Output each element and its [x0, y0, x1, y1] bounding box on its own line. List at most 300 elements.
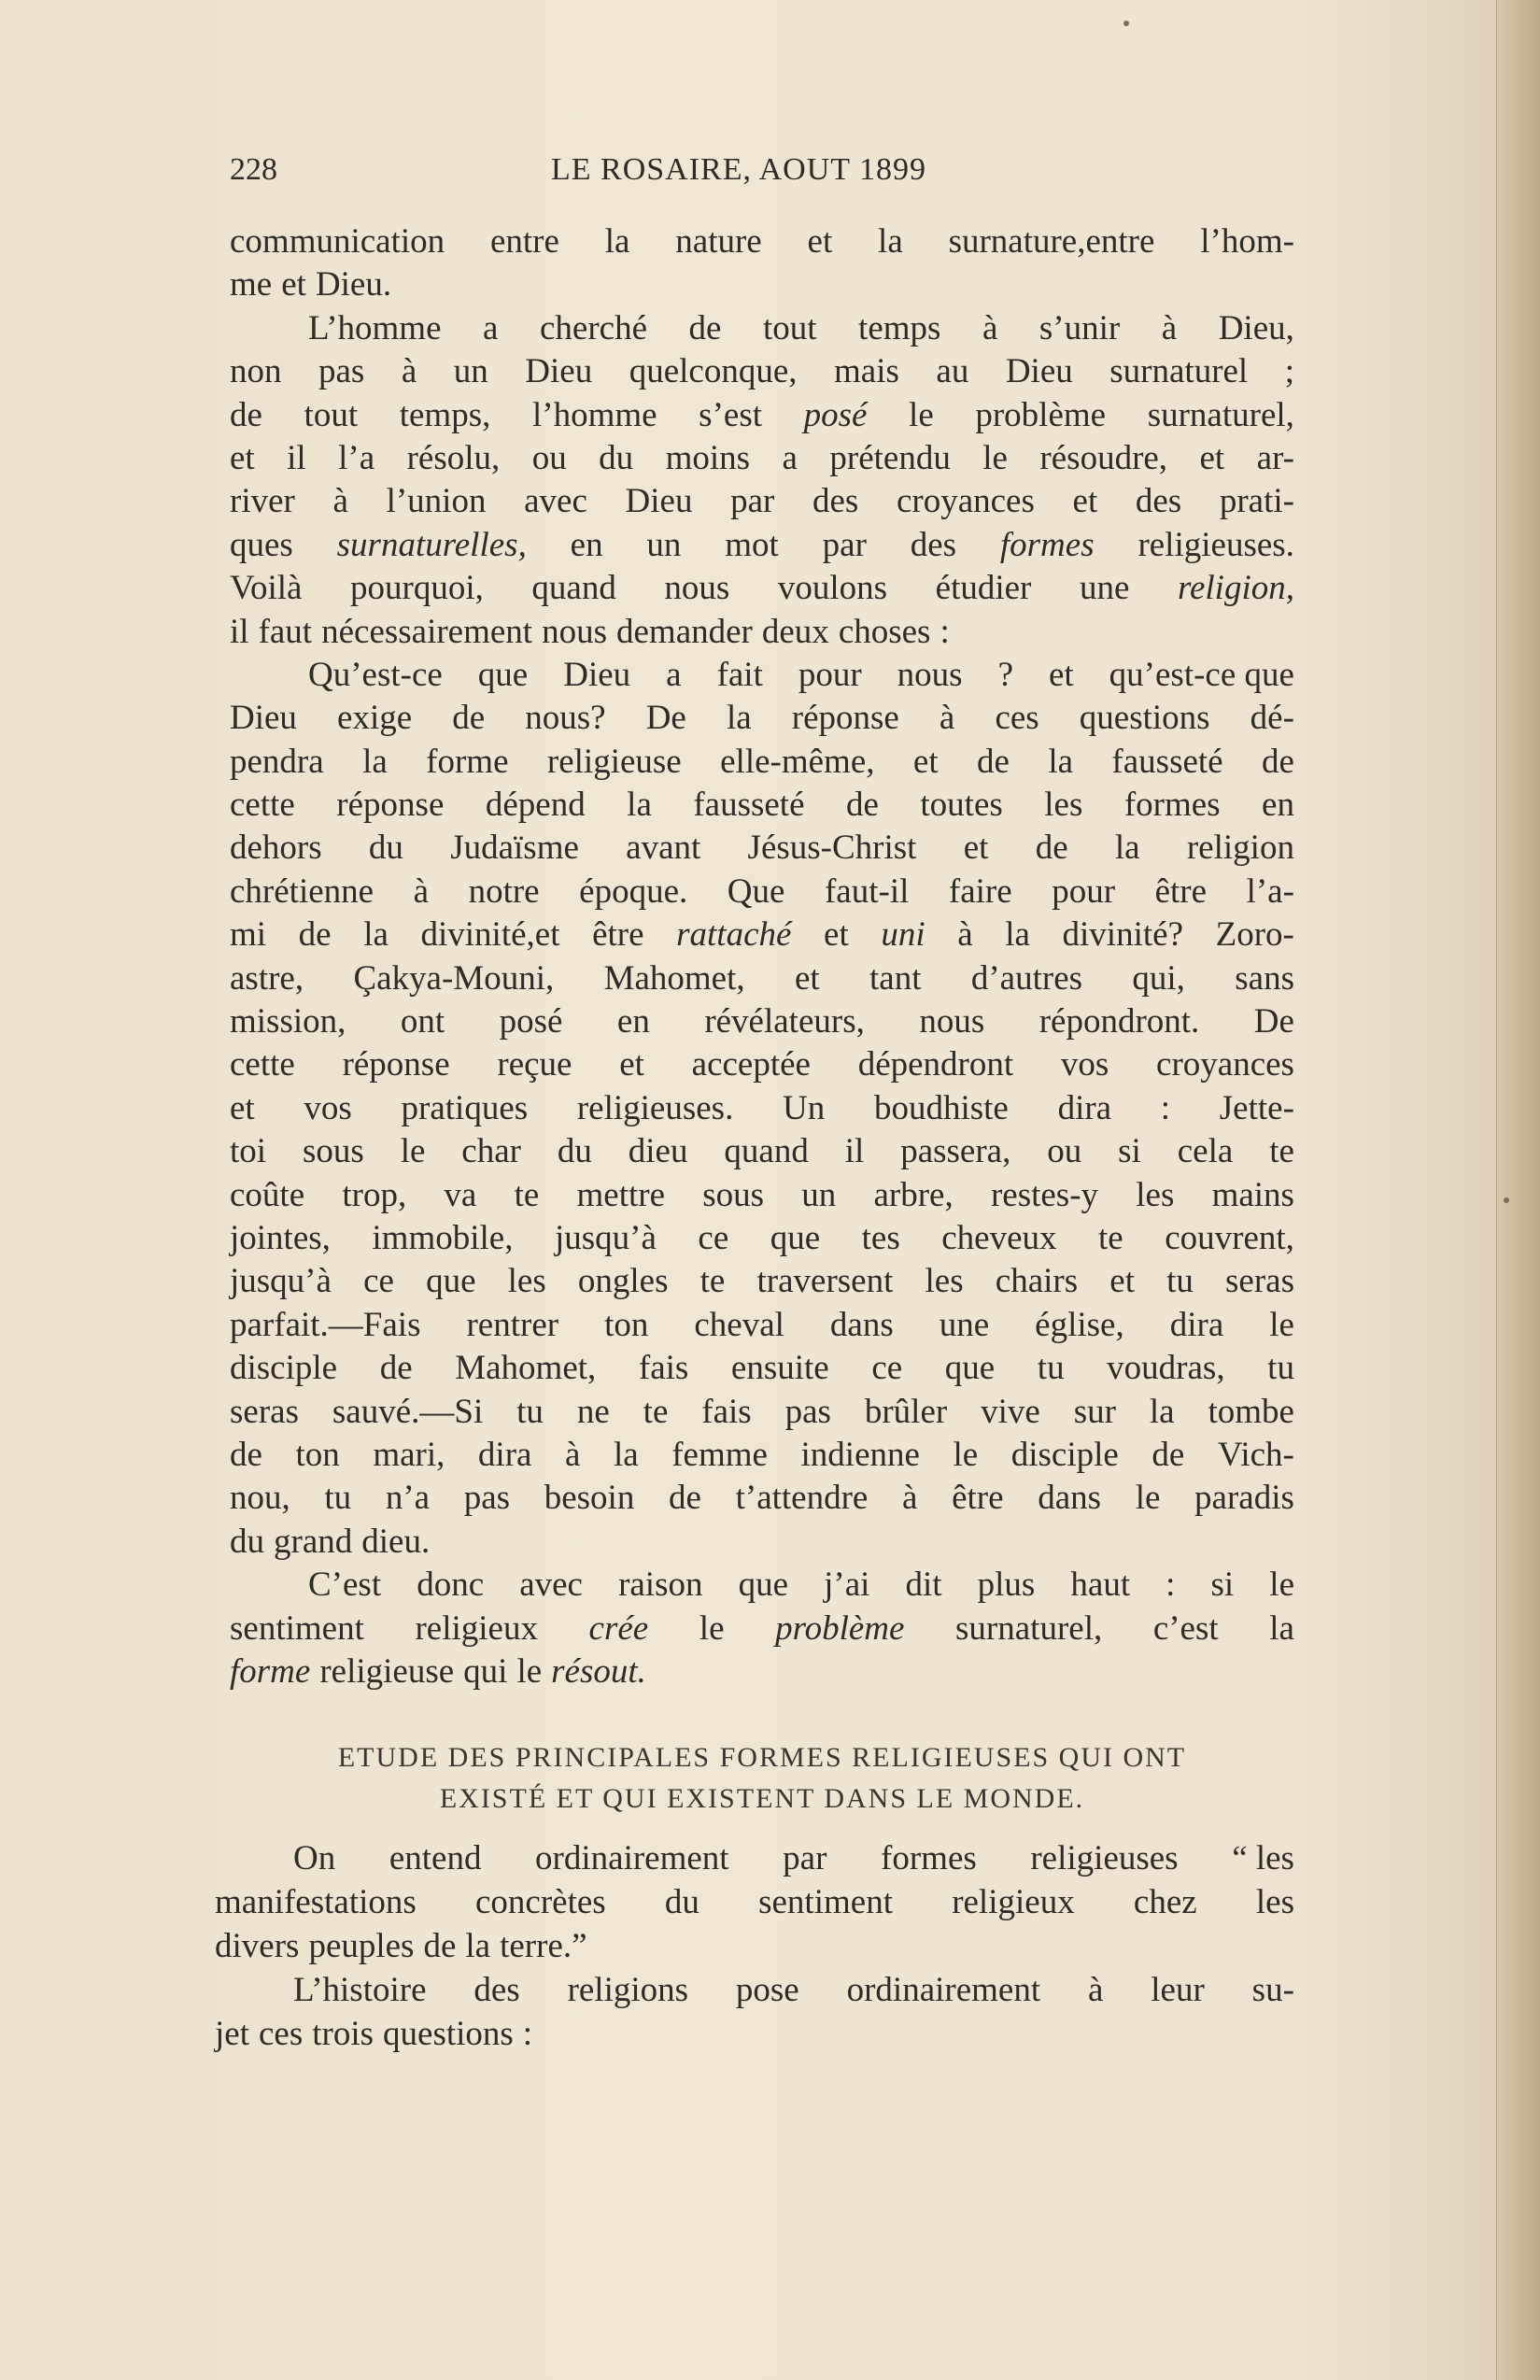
word: Dieu	[525, 352, 593, 391]
word: river	[230, 482, 295, 521]
print-speck	[1504, 1197, 1509, 1203]
word: sous	[302, 1132, 364, 1171]
word: besoin	[544, 1479, 635, 1518]
word: nous	[919, 1002, 985, 1041]
word: surnaturel,	[1147, 395, 1294, 434]
word: et	[1072, 482, 1098, 521]
word: surnaturel,	[955, 1608, 1103, 1648]
word: du	[664, 1883, 699, 1921]
word: disciple	[230, 1349, 338, 1388]
word: boudhiste	[873, 1088, 1009, 1127]
word: vos	[1060, 1045, 1109, 1084]
word: par	[730, 482, 775, 521]
word: Voilà	[230, 569, 303, 608]
word: cheval	[694, 1305, 784, 1344]
word: a	[483, 308, 499, 347]
italic-word: résout.	[551, 1651, 646, 1691]
word: des	[812, 482, 859, 521]
text-line	[230, 654, 1294, 697]
word: de	[1035, 829, 1068, 868]
word: ordinairement	[535, 1839, 729, 1877]
text-line	[230, 697, 1294, 740]
word: les	[1044, 786, 1083, 825]
word: prati-	[1219, 482, 1294, 521]
word: de	[452, 699, 486, 738]
word: et	[619, 1045, 644, 1084]
word: religions	[567, 1971, 689, 2009]
word: manifestations	[215, 1883, 417, 1921]
word: reçue	[497, 1045, 572, 1084]
text-line	[230, 741, 1294, 784]
word: ne	[576, 1392, 610, 1431]
word: être	[952, 1479, 1004, 1518]
word: peuples	[308, 1927, 415, 1965]
word: a	[782, 438, 798, 477]
word: jointes,	[230, 1218, 331, 1257]
word: et	[824, 915, 849, 955]
word: pratiques	[401, 1088, 529, 1127]
word: résolu,	[406, 438, 501, 477]
word: en	[1262, 786, 1294, 825]
word: cheveux	[941, 1218, 1057, 1257]
word: prétendu	[829, 438, 951, 477]
word: il	[844, 1132, 865, 1171]
text-line	[230, 480, 1294, 523]
paragraph	[215, 1836, 1294, 1968]
word: paradis	[1194, 1479, 1294, 1518]
word: les	[1255, 1883, 1294, 1921]
word: femme	[671, 1435, 768, 1474]
word: si	[1118, 1132, 1141, 1171]
text-line	[230, 1434, 1294, 1477]
word: du	[230, 1522, 264, 1561]
word: à	[902, 1479, 918, 1518]
word: dépendront	[857, 1045, 1014, 1084]
word: raison	[618, 1565, 703, 1605]
word: de	[845, 786, 879, 825]
word: religieux	[415, 1608, 538, 1648]
word: C’est	[308, 1565, 382, 1605]
word: Dieu	[1005, 352, 1073, 391]
word: les	[1136, 1175, 1175, 1214]
word: du	[557, 1132, 592, 1171]
word: De	[645, 699, 686, 738]
word: religion	[1186, 829, 1294, 868]
word: des	[910, 525, 957, 564]
word: la	[613, 1435, 639, 1474]
word: questions	[1079, 699, 1210, 738]
word: leur	[1151, 1971, 1205, 2009]
text-line	[230, 437, 1294, 480]
word: pourquoi,	[350, 569, 484, 608]
word: religieuse	[546, 742, 682, 781]
word: de	[230, 1435, 262, 1474]
word: pas	[784, 1392, 831, 1431]
word: qu’est-ce que	[1109, 655, 1294, 694]
word: il	[230, 612, 249, 651]
word: jusqu’à	[230, 1262, 332, 1301]
word: disciple	[1010, 1435, 1119, 1474]
word: seras	[230, 1392, 299, 1431]
word: deux	[761, 612, 829, 651]
word: que	[944, 1349, 996, 1388]
word: pas	[463, 1479, 511, 1518]
word: cherché	[539, 308, 647, 347]
word: ques	[230, 525, 293, 564]
word: mains	[1211, 1175, 1294, 1214]
word: L’homme	[308, 308, 442, 347]
word: L’histoire	[293, 1971, 427, 2009]
word: c’est	[1152, 1608, 1219, 1648]
word: a	[666, 655, 682, 694]
word: Jette-	[1219, 1088, 1294, 1127]
word: brûler	[864, 1392, 948, 1431]
word: De	[1253, 1002, 1294, 1041]
word: :	[1166, 1565, 1176, 1605]
word: Dieu	[625, 482, 693, 521]
word: te	[1269, 1132, 1294, 1171]
word: la	[726, 699, 752, 738]
word: la	[363, 915, 389, 955]
text-line	[230, 524, 1294, 567]
word: par	[783, 1839, 827, 1877]
word: la	[1149, 1392, 1175, 1431]
word: le	[1135, 1479, 1161, 1518]
word: entre	[489, 222, 559, 261]
word: et	[281, 265, 306, 305]
word: fais	[701, 1392, 752, 1431]
word: char	[461, 1132, 521, 1171]
word: indienne	[800, 1435, 920, 1474]
word: tant	[869, 958, 922, 998]
word: Qu’est-ce	[308, 655, 443, 694]
paragraph	[230, 1564, 1294, 1693]
word: religieuses.	[1137, 525, 1294, 564]
word: mot	[725, 525, 779, 564]
text-line	[230, 1608, 1294, 1650]
word: non	[230, 352, 282, 391]
text-line	[215, 1924, 1294, 1968]
text-line	[230, 307, 1294, 350]
word: Vich-	[1217, 1435, 1294, 1474]
text-line	[230, 1174, 1294, 1217]
word: dépend	[485, 786, 586, 825]
word: plus	[977, 1565, 1036, 1605]
word: cela	[1177, 1132, 1234, 1171]
word: notre	[468, 871, 540, 911]
word: dira	[477, 1435, 532, 1474]
word: ton	[295, 1435, 340, 1474]
text-line	[230, 567, 1294, 610]
word: dieu.	[361, 1522, 431, 1561]
text-line	[230, 1260, 1294, 1303]
word: temps,	[399, 395, 491, 434]
word: l’hom-	[1200, 222, 1294, 261]
word: me	[230, 265, 273, 305]
body-text	[230, 220, 1294, 1693]
word: les	[507, 1262, 546, 1301]
word: le	[953, 1435, 979, 1474]
word: ce	[363, 1262, 394, 1301]
word: ces	[258, 2015, 304, 2053]
word: de	[379, 1349, 413, 1388]
word: ce	[698, 1218, 729, 1257]
word: mettre	[576, 1175, 666, 1214]
word: tout	[762, 308, 817, 347]
word: que	[738, 1565, 789, 1605]
word: et	[1109, 1262, 1135, 1301]
word: réponse	[791, 699, 899, 738]
word: fais	[638, 1349, 689, 1388]
word: de	[230, 395, 262, 434]
word: religieux	[952, 1883, 1075, 1921]
word: nous?	[525, 699, 606, 738]
word: ou	[531, 438, 567, 477]
italic-word: surnaturelles,	[336, 525, 527, 564]
word: surnaturel	[1109, 352, 1249, 391]
word: résoudre,	[1039, 438, 1168, 477]
page-header	[230, 152, 977, 193]
word: des	[1135, 482, 1182, 521]
word: croyances	[1156, 1045, 1294, 1084]
word: religieuse	[319, 1651, 455, 1691]
word: d’autres	[970, 958, 1083, 998]
section-heading-line-2: EXISTÉ ET QUI EXISTENT DANS LE MONDE.	[439, 1783, 1085, 1814]
word: la	[627, 786, 652, 825]
word: posé	[499, 1002, 563, 1041]
word: que	[477, 655, 529, 694]
word: jet	[215, 2015, 249, 2053]
word: seras	[1225, 1262, 1294, 1301]
word: par	[822, 525, 867, 564]
word: coûte	[230, 1175, 305, 1214]
word: dans	[1038, 1479, 1102, 1518]
word: l’union	[386, 482, 487, 521]
word: Dieu	[230, 699, 297, 738]
word: voudras,	[1107, 1349, 1225, 1388]
word: ensuite	[730, 1349, 829, 1388]
word: faut	[258, 612, 313, 651]
word: à	[1087, 1971, 1104, 2009]
word: et	[963, 829, 989, 868]
word: “ les	[1232, 1839, 1294, 1877]
word: fausseté	[1111, 742, 1223, 781]
text-line	[215, 1836, 1294, 1880]
word: dieu	[628, 1132, 688, 1171]
word: exige	[337, 699, 413, 738]
word: concrètes	[475, 1883, 606, 1921]
word: à	[565, 1435, 581, 1474]
word: Dieu,	[1218, 308, 1294, 347]
word: chrétienne	[230, 871, 374, 911]
page-binding-edge	[1497, 0, 1540, 2380]
word: dé-	[1250, 699, 1294, 738]
word: nous	[897, 655, 963, 694]
word: dans	[829, 1305, 894, 1344]
word: le	[982, 438, 1008, 477]
word: te	[1098, 1218, 1123, 1257]
paragraph	[230, 307, 1294, 654]
word: chairs	[995, 1262, 1079, 1301]
word: sauvé.—Si	[332, 1392, 484, 1431]
word: à	[1161, 308, 1178, 347]
word: mari,	[373, 1435, 445, 1474]
word: pose	[735, 1971, 799, 2009]
word: sans	[1235, 958, 1294, 998]
text-line	[230, 1043, 1294, 1086]
word: un	[801, 1175, 837, 1214]
word: à	[957, 915, 973, 955]
word: sentiment	[758, 1883, 893, 1921]
word: de	[977, 742, 1010, 781]
word: le	[400, 1132, 426, 1171]
word: de	[298, 915, 332, 955]
text-line	[215, 1880, 1294, 1924]
word: religieuses.	[576, 1088, 734, 1127]
word: quand	[531, 569, 616, 608]
word: réponse	[342, 1045, 450, 1084]
word: Çakya-Mouni,	[353, 958, 555, 998]
word: le	[516, 1651, 543, 1691]
word: si	[1210, 1565, 1235, 1605]
word: Dieu	[563, 655, 631, 694]
italic-word: crée	[588, 1608, 649, 1648]
word: dit	[905, 1565, 942, 1605]
word: surnature,entre	[948, 222, 1155, 261]
word: te	[643, 1392, 669, 1431]
word: de	[1261, 742, 1294, 781]
word: et	[230, 1088, 255, 1127]
word: à	[413, 871, 430, 911]
word: moins	[665, 438, 751, 477]
body-text-continued	[215, 1836, 1294, 2056]
text-line	[215, 1968, 1294, 2012]
word: du	[368, 829, 403, 868]
word: grand	[274, 1522, 353, 1561]
word: l’a-	[1246, 871, 1294, 911]
text-line	[230, 957, 1294, 1000]
italic-word: formes	[999, 525, 1095, 564]
word: et	[1048, 655, 1074, 694]
word: la	[362, 742, 388, 781]
word: et	[230, 438, 255, 477]
word: forme	[426, 742, 509, 781]
word: être	[592, 915, 644, 955]
text-line	[230, 1650, 1294, 1693]
word: terre.”	[500, 1927, 587, 1965]
paragraph	[215, 1968, 1294, 2056]
word: sous	[702, 1175, 765, 1214]
word: tombe	[1208, 1392, 1294, 1431]
word: à	[982, 308, 998, 347]
word: qui,	[1132, 958, 1185, 998]
word: cette	[230, 1045, 295, 1084]
word: couvrent,	[1165, 1218, 1294, 1257]
word: tu	[1267, 1349, 1294, 1388]
text-line	[230, 611, 1294, 654]
word: époque.	[579, 871, 688, 911]
word: révélateurs,	[704, 1002, 865, 1041]
word: de	[423, 1927, 457, 1965]
word: dira	[1169, 1305, 1224, 1344]
word: en	[616, 1002, 650, 1041]
text-line	[230, 1000, 1294, 1043]
word: pas	[318, 352, 365, 391]
word: la	[465, 1927, 491, 1965]
word: nous	[664, 569, 730, 608]
word: vive	[981, 1392, 1040, 1431]
italic-word: problème	[775, 1608, 905, 1648]
word: étudier	[935, 569, 1032, 608]
italic-word: uni	[881, 915, 925, 955]
text-line	[230, 1391, 1294, 1434]
word: quand	[724, 1132, 809, 1171]
word: Zoro-	[1215, 915, 1294, 955]
word: les	[925, 1262, 964, 1301]
word: répondront.	[1038, 1002, 1200, 1041]
word: problème	[975, 395, 1107, 434]
word: arbre,	[873, 1175, 954, 1214]
word: Judaïsme	[450, 829, 579, 868]
word: avant	[626, 829, 701, 868]
word: avec	[524, 482, 587, 521]
word: ?	[997, 655, 1013, 694]
word: divers	[215, 1927, 300, 1965]
word: choses	[838, 612, 931, 651]
word: s’unir	[1038, 308, 1121, 347]
word: que	[426, 1262, 476, 1301]
word: pour	[1052, 871, 1116, 911]
word: à	[401, 352, 417, 391]
word: Que	[727, 871, 785, 911]
word: dehors	[230, 829, 322, 868]
word: tes	[861, 1218, 900, 1257]
word: et	[794, 958, 820, 998]
word: être	[1154, 871, 1208, 911]
word: trop,	[342, 1175, 407, 1214]
word: la	[1114, 829, 1140, 868]
word: de	[688, 308, 722, 347]
italic-word: posé	[803, 395, 868, 434]
word: la	[1269, 1608, 1294, 1648]
word: faut-il	[824, 871, 910, 911]
text-line	[230, 394, 1294, 437]
word: formes	[881, 1839, 977, 1877]
word: toi	[230, 1132, 267, 1171]
word: faire	[948, 871, 1012, 911]
word: dira	[1057, 1088, 1112, 1127]
page-number: 228	[230, 152, 277, 187]
section-heading-line-1: ETUDE DES PRINCIPALES FORMES RELIGIEUSES QUI ONT	[337, 1742, 1187, 1773]
italic-word: religion,	[1177, 569, 1294, 608]
word: entend	[389, 1839, 482, 1877]
text-line	[230, 784, 1294, 827]
word: chez	[1133, 1883, 1197, 1921]
word: le	[699, 1608, 725, 1648]
word: divinité?	[1062, 915, 1183, 955]
word: ce	[871, 1349, 903, 1388]
text-line	[230, 350, 1294, 393]
text-line	[230, 220, 1294, 263]
word: l’homme	[531, 395, 657, 434]
word: immobile,	[372, 1218, 514, 1257]
running-head: LE ROSAIRE, AOUT 1899	[551, 152, 926, 187]
word: une	[939, 1305, 990, 1344]
text-line	[230, 1347, 1294, 1390]
word: questions	[383, 2015, 514, 2053]
word: s’est	[699, 395, 762, 434]
word: mais	[834, 352, 899, 391]
